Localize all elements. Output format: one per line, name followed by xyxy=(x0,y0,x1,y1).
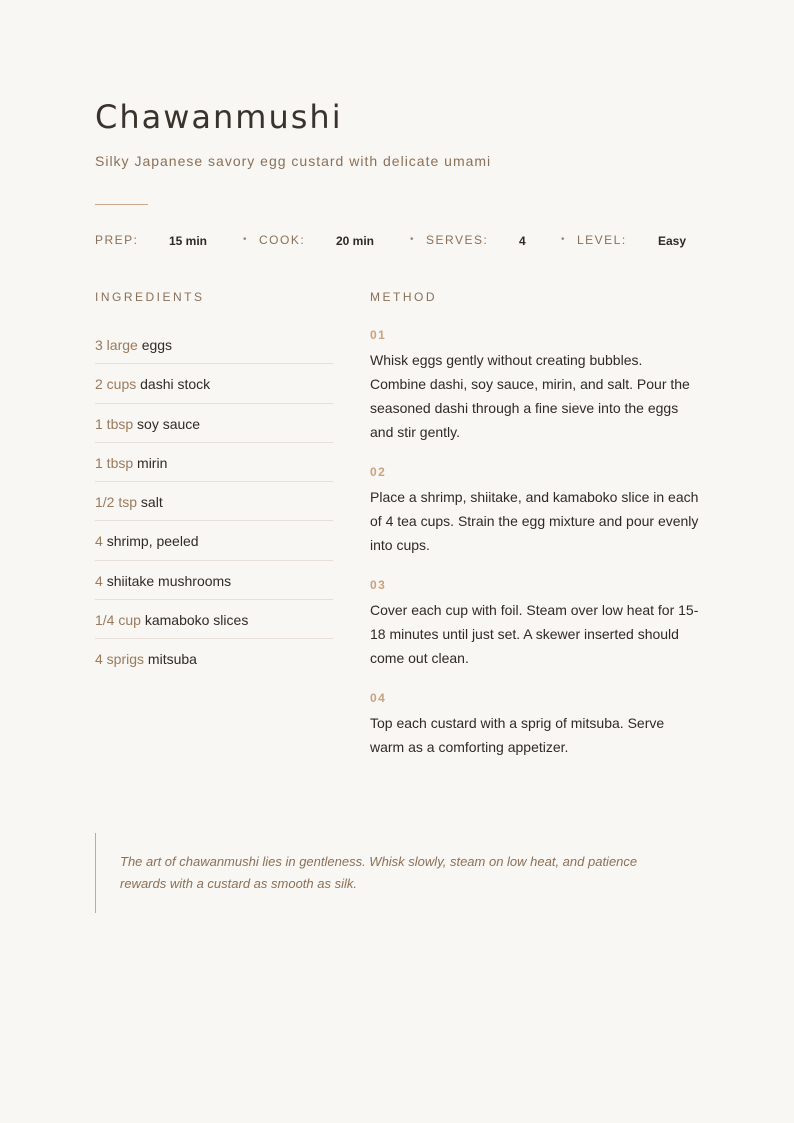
step-number: 02 xyxy=(370,465,387,479)
step-text: Cover each cup with foil. Steam over low heat for 15-18 minutes until just set. A skewer inserted should come out clean. xyxy=(370,602,699,666)
ingredient-item xyxy=(95,521,333,560)
step-text: Whisk eggs gently without creating bubbles. Combine dashi, soy sauce, mirin, and salt. Pour the seasoned dashi through a fine sieve into the eggs and stir gently. xyxy=(370,352,690,440)
ingredient-name: shiitake mushrooms xyxy=(106,572,232,589)
recipe-subtitle: Silky Japanese savory egg custard with delicate umami xyxy=(95,153,492,169)
ingredient-name: kamaboko slices xyxy=(144,612,249,629)
serves-value: 4 xyxy=(519,234,526,248)
ingredient-item xyxy=(95,482,333,521)
method-step xyxy=(370,328,702,444)
ingredients-list xyxy=(95,325,333,679)
title-divider xyxy=(95,204,148,205)
step-text: Place a shrimp, shiitake, and kamaboko slice in each of 4 tea cups. Strain the egg mixture and pour evenly into cups. xyxy=(370,489,699,553)
step-number: 01 xyxy=(370,328,387,342)
ingredient-item xyxy=(95,639,333,678)
ingredient-name: mitsuba xyxy=(147,651,197,668)
ingredient-amount: 1 tbsp xyxy=(95,415,134,432)
cook-label: COOK: xyxy=(259,233,306,247)
ingredient-name: shrimp, peeled xyxy=(106,533,199,550)
ingredient-item xyxy=(95,443,333,482)
ingredient-amount: 4 sprigs xyxy=(95,651,145,668)
method-steps xyxy=(370,328,702,780)
method-step xyxy=(370,691,702,759)
ingredient-amount: 1/4 cup xyxy=(95,612,141,629)
step-number: 04 xyxy=(370,691,387,705)
ingredient-amount: 3 large xyxy=(95,337,138,353)
recipe-title: Chawanmushi xyxy=(95,98,343,136)
ingredient-amount: 2 cups xyxy=(95,376,137,393)
ingredient-name: dashi stock xyxy=(140,376,211,393)
method-heading: METHOD xyxy=(370,290,437,304)
ingredient-amount: 4 xyxy=(95,572,103,589)
ingredient-amount: 1 tbsp xyxy=(95,454,134,471)
meta-separator: • xyxy=(561,234,565,245)
method-step xyxy=(370,465,702,557)
ingredient-item xyxy=(95,325,333,364)
meta-separator: • xyxy=(243,234,247,245)
prep-value: 15 min xyxy=(169,234,208,248)
ingredient-item xyxy=(95,600,333,639)
prep-label: PREP: xyxy=(95,233,139,247)
meta-separator: • xyxy=(410,234,414,245)
ingredient-amount: 4 xyxy=(95,533,103,550)
cook-value: 20 min xyxy=(336,234,375,248)
level-value: Easy xyxy=(658,234,687,248)
ingredient-item xyxy=(95,561,333,600)
ingredient-name: mirin xyxy=(137,454,168,471)
level-label: LEVEL: xyxy=(577,233,627,247)
ingredient-item xyxy=(95,364,333,403)
recipe-meta xyxy=(95,233,735,251)
step-text: Top each custard with a sprig of mitsuba. Serve warm as a comforting appetizer. xyxy=(370,715,665,755)
ingredient-item xyxy=(95,404,333,443)
serves-label: SERVES: xyxy=(426,233,489,247)
ingredient-amount: 1/2 tsp xyxy=(95,494,138,511)
ingredient-name: salt xyxy=(140,494,163,511)
chef-note: The art of chawanmushi lies in gentleness. Whisk slowly, steam on low heat, and patience rewards with a custard as smooth as silk. xyxy=(95,833,695,913)
ingredient-name: eggs xyxy=(141,337,173,353)
ingredient-name: soy sauce xyxy=(137,415,201,432)
method-step xyxy=(370,578,702,670)
step-number: 03 xyxy=(370,578,387,592)
ingredients-heading: INGREDIENTS xyxy=(95,290,205,304)
